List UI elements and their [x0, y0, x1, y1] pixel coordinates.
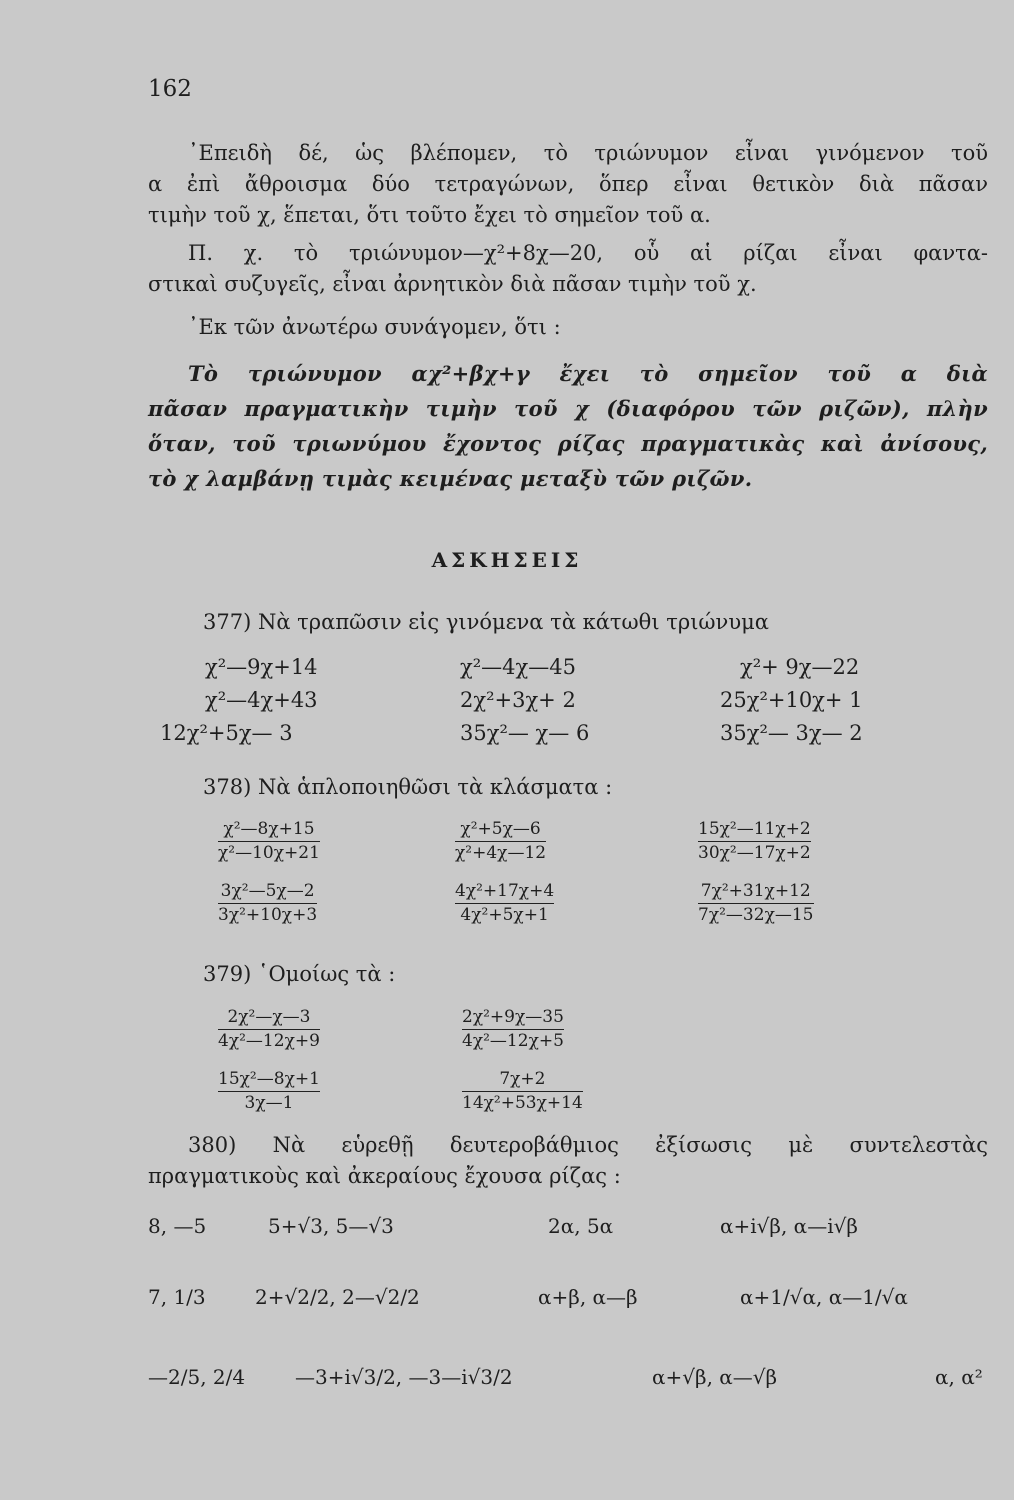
paragraph-intro [148, 138, 988, 231]
text-line: ᾿Επειδὴ δέ, ὡς βλέπομεν, τὸ τριώνυμον εἶναι γινόμενον τοῦ [188, 141, 988, 165]
fraction [462, 1006, 564, 1052]
fraction-numerator: 2χ²+9χ—35 [462, 1006, 564, 1030]
polynomial: 25χ²+10χ+ 1 [720, 688, 863, 712]
root-pair: 2+√2/2, 2—√2/2 [255, 1285, 420, 1309]
fraction [455, 880, 554, 926]
paragraph-conclusion [148, 312, 988, 343]
polynomial: 35χ²— 3χ— 2 [720, 721, 863, 745]
root-pair: —2/5, 2/4 [148, 1365, 246, 1389]
root-pair: α, α² [935, 1365, 983, 1389]
polynomial: χ²—9χ+14 [205, 655, 318, 679]
fraction-numerator: 4χ²+17χ+4 [455, 880, 554, 904]
root-pair: 2α, 5α [548, 1214, 614, 1238]
root-pair: α+i√β, α—i√β [720, 1214, 858, 1238]
text-line: 380) Νὰ εὑρεθῇ δευτεροβάθμιος ἐξίσωσις μὲ συντελεστὰς [188, 1133, 988, 1157]
text-line: ᾿Εκ τῶν ἀνωτέρω συνάγομεν, ὅτι : [188, 315, 561, 339]
text-line: α ἐπὶ ἄθροισμα δύο τετραγώνων, ὅπερ εἶναι θετικὸν διὰ πᾶσαν [148, 172, 988, 196]
text-line: Π. χ. τὸ τριώνυμον—χ²+8χ—20, οὗ αἱ ρίζαι εἶναι φαντα- [188, 241, 988, 265]
polynomial: 35χ²— χ— 6 [460, 721, 590, 745]
fraction-denominator: χ²—10χ+21 [218, 843, 320, 863]
fraction [218, 880, 317, 926]
fraction-numerator: 7χ+2 [462, 1068, 583, 1092]
polynomial: 2χ²+3χ+ 2 [460, 688, 576, 712]
fraction-denominator: χ²+4χ—12 [455, 843, 547, 863]
fraction-denominator: 3χ—1 [244, 1093, 294, 1113]
fraction-denominator: 7χ²—32χ—15 [698, 905, 814, 925]
theorem-line: Τὸ τριώνυμον αχ²+βχ+γ ἔχει τὸ σημεῖον τοῦ α διὰ [188, 361, 988, 386]
polynomial: χ²—4χ—45 [460, 655, 576, 679]
fraction [218, 1006, 320, 1052]
polynomial: χ²—4χ+43 [205, 688, 318, 712]
polynomial: 12χ²+5χ— 3 [160, 721, 293, 745]
exercise-377-title: 377) Νὰ τραπῶσιν εἰς γινόμενα τὰ κάτωθι τριώνυμα [203, 610, 769, 634]
exercise-379-title: 379) ῾Ομοίως τὰ : [203, 962, 396, 986]
text-line: πραγματικοὺς καὶ ἀκεραίους ἔχουσα ρίζας : [148, 1164, 621, 1188]
fraction [462, 1068, 583, 1114]
text-line: τιμὴν τοῦ χ, ἕπεται, ὅτι τοῦτο ἔχει τὸ σημεῖον τοῦ α. [148, 203, 711, 227]
exercise-380-title [148, 1130, 988, 1192]
fraction-numerator: 15χ²—11χ+2 [698, 818, 811, 842]
fraction [218, 1068, 320, 1114]
theorem-line: πᾶσαν πραγματικὴν τιμὴν τοῦ χ (διαφόρου τῶν ριζῶν), πλὴν [148, 396, 988, 421]
fraction-denominator: 4χ²—12χ+5 [462, 1031, 564, 1051]
root-pair: α+β, α—β [538, 1285, 638, 1309]
polynomial: χ²+ 9χ—22 [740, 655, 860, 679]
text-line: στικαὶ συζυγεῖς, εἶναι ἀρνητικὸν διὰ πᾶσαν τιμὴν τοῦ χ. [148, 272, 757, 296]
root-pair: 5+√3, 5—√3 [268, 1214, 394, 1238]
fraction-numerator: χ²—8χ+15 [218, 818, 320, 842]
fraction-numerator: 7χ²+31χ+12 [698, 880, 814, 904]
exercise-378-title: 378) Νὰ ἁπλοποιηθῶσι τὰ κλάσματα : [203, 775, 613, 799]
fraction-numerator: 2χ²—χ—3 [218, 1006, 320, 1030]
fraction-denominator: 4χ²+5χ+1 [460, 905, 549, 925]
fraction-denominator: 4χ²—12χ+9 [218, 1031, 320, 1051]
root-pair: 8, —5 [148, 1214, 207, 1238]
root-pair: α+√β, α—√β [652, 1365, 778, 1389]
fraction-numerator: 15χ²—8χ+1 [218, 1068, 320, 1092]
fraction-denominator: 30χ²—17χ+2 [698, 843, 811, 863]
fraction-numerator: 3χ²—5χ—2 [218, 880, 317, 904]
fraction [698, 818, 811, 864]
paragraph-example [148, 238, 988, 300]
root-pair: α+1/√α, α—1/√α [740, 1285, 908, 1309]
exercises-heading: ΑΣΚΗΣΕΙΣ [431, 548, 583, 572]
root-pair: 7, 1/3 [148, 1285, 206, 1309]
page-number: 162 [148, 76, 192, 102]
fraction [698, 880, 814, 926]
theorem-statement [148, 356, 988, 496]
root-pair: —3+i√3/2, —3—i√3/2 [295, 1365, 513, 1389]
fraction-denominator: 3χ²+10χ+3 [218, 905, 318, 925]
fraction [455, 818, 546, 864]
theorem-line: ὅταν, τοῦ τριωνύμου ἔχοντος ρίζας πραγματικὰς καὶ ἀνίσους, [148, 431, 988, 456]
fraction [218, 818, 320, 864]
fraction-numerator: χ²+5χ—6 [455, 818, 546, 842]
theorem-line: τὸ χ λαμβάνῃ τιμὰς κειμένας μεταξὺ τῶν ριζῶν. [148, 466, 753, 491]
fraction-denominator: 14χ²+53χ+14 [462, 1093, 583, 1113]
